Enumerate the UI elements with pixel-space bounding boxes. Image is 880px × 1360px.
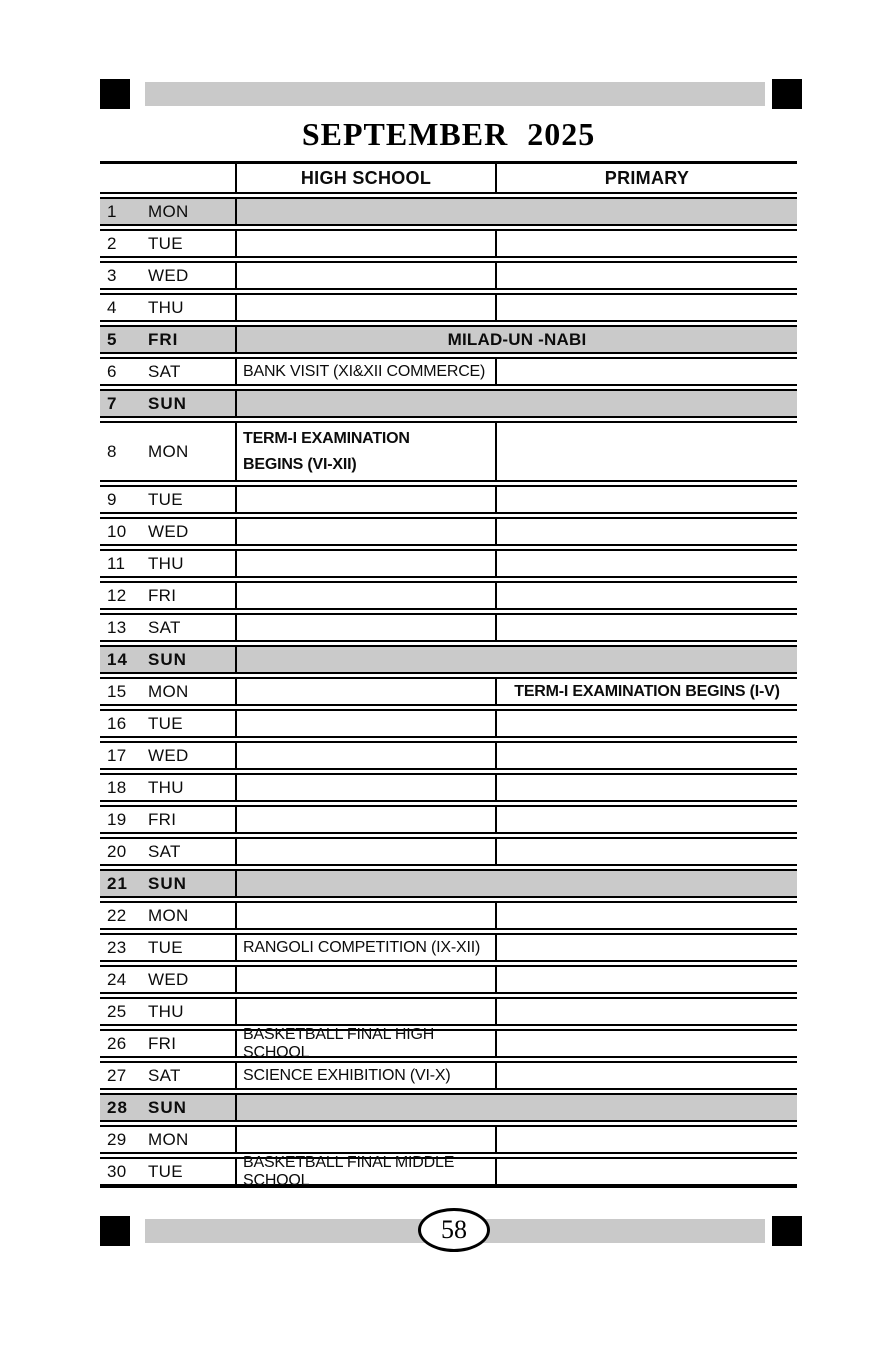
date-number: 28: [107, 1097, 128, 1117]
day-name: TUE: [148, 937, 183, 957]
primary-event-cell: [495, 487, 797, 512]
date-number: 4: [107, 297, 117, 317]
high-school-event-cell: [235, 423, 495, 480]
calendar-rows: [100, 197, 797, 1188]
high-school-event-cell: [235, 615, 495, 640]
primary-event-cell: [495, 775, 797, 800]
day-cell-23: [100, 935, 235, 960]
calendar-row-14: [100, 645, 797, 674]
top-gray-strip: [145, 82, 765, 106]
primary-event-cell: [495, 519, 797, 544]
date-number: 13: [107, 617, 127, 637]
day-cell-4: [100, 295, 235, 320]
day-column-header: [100, 164, 235, 192]
calendar-row-22: [100, 901, 797, 930]
calendar-row-15: [100, 677, 797, 706]
calendar-row-23: [100, 933, 797, 962]
event-text-line: BEGINS (VI-XII): [243, 455, 357, 473]
high-school-event-cell: [235, 487, 495, 512]
page-number: 58: [441, 1215, 467, 1244]
date-number: 30: [107, 1161, 127, 1181]
primary-event-cell: [495, 1127, 797, 1152]
day-cell-26: [100, 1031, 235, 1056]
date-number: 16: [107, 713, 127, 733]
date-number: 26: [107, 1033, 127, 1053]
calendar-row-28: [100, 1093, 797, 1122]
high-school-event-cell: [235, 583, 495, 608]
event-text: BASKETBALL FINAL HIGH SCHOOL: [243, 1025, 435, 1061]
day-name: FRI: [148, 585, 177, 605]
merged-event-cell: [235, 391, 797, 416]
calendar-row-10: [100, 517, 797, 546]
date-number: 2: [107, 233, 117, 253]
calendar-row-4: [100, 293, 797, 322]
primary-event-cell: [495, 263, 797, 288]
calendar-row-12: [100, 581, 797, 610]
date-number: 25: [107, 1001, 127, 1021]
calendar-header-row: [100, 161, 797, 194]
calendar-row-19: [100, 805, 797, 834]
calendar-row-1: [100, 197, 797, 226]
date-number: 18: [107, 777, 127, 797]
day-name: WED: [148, 745, 189, 765]
date-number: 17: [107, 745, 127, 765]
day-name: SAT: [148, 617, 181, 637]
primary-event-cell: [495, 423, 797, 480]
day-name: SUN: [148, 873, 187, 893]
primary-event-cell: [495, 903, 797, 928]
calendar-row-24: [100, 965, 797, 994]
primary-event-cell: [495, 583, 797, 608]
merged-event-cell: MILAD-UN -NABI: [235, 327, 797, 352]
high-school-event-cell: [235, 263, 495, 288]
day-cell-18: [100, 775, 235, 800]
day-name: THU: [148, 1001, 184, 1021]
primary-event-cell: [495, 1063, 797, 1088]
day-name: SUN: [148, 649, 187, 669]
high-school-event-cell: [235, 935, 495, 960]
day-cell-1: [100, 199, 235, 224]
date-number: 11: [107, 553, 126, 573]
day-cell-15: [100, 679, 235, 704]
calendar-row-30: [100, 1153, 797, 1189]
day-name: FRI: [148, 809, 177, 829]
day-name: FRI: [148, 1033, 177, 1053]
day-name: SAT: [148, 841, 181, 861]
merged-event-cell: [235, 1095, 797, 1120]
day-name: SUN: [148, 393, 187, 413]
event-text: BANK VISIT (XI&XII COMMERCE): [243, 362, 486, 380]
primary-event-cell: [495, 743, 797, 768]
calendar-row-9: [100, 485, 797, 514]
date-number: 7: [107, 393, 118, 413]
high-school-event-cell: [235, 679, 495, 704]
date-number: 1: [107, 201, 117, 221]
calendar-row-17: [100, 741, 797, 770]
date-number: 9: [107, 489, 117, 509]
date-number: 29: [107, 1129, 127, 1149]
primary-event-cell: [495, 295, 797, 320]
high-school-event-cell: [235, 359, 495, 384]
bottom-right-corner-square: [772, 1216, 802, 1246]
calendar-row-16: [100, 709, 797, 738]
day-name: TUE: [148, 489, 183, 509]
high-school-event-cell: [235, 1153, 495, 1189]
day-name: MON: [148, 1129, 189, 1149]
high-school-event-cell: [235, 743, 495, 768]
event-text: BASKETBALL FINAL MIDDLE SCHOOL: [243, 1153, 455, 1189]
calendar-row-13: [100, 613, 797, 642]
day-name: FRI: [148, 329, 179, 349]
date-number: 10: [107, 521, 127, 541]
date-number: 15: [107, 681, 127, 701]
date-number: 19: [107, 809, 127, 829]
high-school-event-cell: [235, 1127, 495, 1152]
day-cell-28: [100, 1095, 235, 1120]
date-number: 20: [107, 841, 127, 861]
day-cell-22: [100, 903, 235, 928]
date-number: 14: [107, 649, 128, 669]
high-school-event-cell: [235, 775, 495, 800]
day-name: THU: [148, 777, 184, 797]
day-cell-16: [100, 711, 235, 736]
high-school-event-cell: [235, 551, 495, 576]
day-cell-10: [100, 519, 235, 544]
calendar-row-7: [100, 389, 797, 418]
day-name: THU: [148, 297, 184, 317]
day-cell-9: [100, 487, 235, 512]
day-cell-20: [100, 839, 235, 864]
primary-event-cell: [495, 1031, 797, 1056]
day-cell-29: [100, 1127, 235, 1152]
day-name: SUN: [148, 1097, 187, 1117]
day-name: MON: [148, 201, 189, 221]
day-name: WED: [148, 969, 189, 989]
date-number: 22: [107, 905, 127, 925]
date-number: 12: [107, 585, 127, 605]
primary-event-cell: [495, 839, 797, 864]
calendar-row-3: [100, 261, 797, 290]
day-name: SAT: [148, 361, 181, 381]
day-name: MON: [148, 441, 189, 461]
page-title: SEPTEMBER 2025: [301, 116, 596, 152]
calendar-row-11: [100, 549, 797, 578]
event-text: RANGOLI COMPETITION (IX-XII): [243, 938, 481, 956]
day-cell-27: [100, 1063, 235, 1088]
calendar-row-18: [100, 773, 797, 802]
date-number: 23: [107, 937, 127, 957]
primary-event-cell: [495, 967, 797, 992]
event-text-line: TERM-I EXAMINATION: [243, 429, 410, 447]
merged-event-cell: [235, 199, 797, 224]
day-cell-17: [100, 743, 235, 768]
day-name: TUE: [148, 233, 183, 253]
calendar-row-6: [100, 357, 797, 386]
high-school-event-cell: [235, 903, 495, 928]
date-number: 21: [107, 873, 128, 893]
day-name: MON: [148, 905, 189, 925]
high-school-event-cell: [235, 999, 495, 1024]
high-school-event-cell: [235, 839, 495, 864]
calendar-row-20: [100, 837, 797, 866]
calendar-table: [100, 161, 797, 1188]
date-number: 6: [107, 361, 117, 381]
merged-event-cell: [235, 647, 797, 672]
calendar-row-27: [100, 1061, 797, 1090]
bottom-left-corner-square: [100, 1216, 130, 1246]
high-school-event-cell: [235, 1025, 495, 1061]
primary-event-cell: [495, 615, 797, 640]
day-cell-21: [100, 871, 235, 896]
day-cell-30: [100, 1159, 235, 1184]
top-right-corner-square: [772, 79, 802, 109]
calendar-row-21: [100, 869, 797, 898]
merged-event-cell: [235, 871, 797, 896]
high-school-event-cell: [235, 231, 495, 256]
day-cell-11: [100, 551, 235, 576]
day-cell-8: [100, 423, 235, 480]
day-cell-12: [100, 583, 235, 608]
primary-event-cell: [495, 935, 797, 960]
event-text: SCIENCE EXHIBITION (VI-X): [243, 1066, 451, 1084]
primary-event-cell: [495, 231, 797, 256]
calendar-row-2: [100, 229, 797, 258]
date-number: 27: [107, 1065, 127, 1085]
top-decoration-bar: [100, 79, 802, 109]
day-cell-19: [100, 807, 235, 832]
day-cell-7: [100, 391, 235, 416]
day-cell-5: [100, 327, 235, 352]
day-cell-3: [100, 263, 235, 288]
date-number: 5: [107, 329, 118, 349]
calendar-row-26: [100, 1025, 797, 1061]
high-school-event-cell: [235, 1063, 495, 1088]
day-cell-25: [100, 999, 235, 1024]
day-name: TUE: [148, 713, 183, 733]
primary-event-cell: [495, 1159, 797, 1184]
date-number: 3: [107, 265, 117, 285]
high-school-event-cell: [235, 519, 495, 544]
primary-event-cell: [495, 359, 797, 384]
day-cell-2: [100, 231, 235, 256]
day-cell-24: [100, 967, 235, 992]
primary-event-cell: [495, 999, 797, 1024]
top-left-corner-square: [100, 79, 130, 109]
date-number: 24: [107, 969, 127, 989]
primary-event-cell: [495, 679, 797, 704]
primary-event-cell: [495, 551, 797, 576]
page-number-badge: [418, 1208, 490, 1252]
day-name: THU: [148, 553, 184, 573]
high-school-column-header: HIGH SCHOOL: [235, 164, 495, 192]
day-name: SAT: [148, 1065, 181, 1085]
day-cell-14: [100, 647, 235, 672]
high-school-event-cell: [235, 295, 495, 320]
calendar-row-5: [100, 325, 797, 354]
day-name: WED: [148, 265, 189, 285]
day-name: MON: [148, 681, 189, 701]
day-cell-13: [100, 615, 235, 640]
date-number: 8: [107, 441, 117, 461]
high-school-event-cell: [235, 711, 495, 736]
high-school-event-cell: [235, 807, 495, 832]
calendar-row-29: [100, 1125, 797, 1154]
primary-event-cell: [495, 807, 797, 832]
day-name: TUE: [148, 1161, 183, 1181]
calendar-row-25: [100, 997, 797, 1026]
event-text: TERM-I EXAMINATION BEGINS (I-V): [514, 682, 780, 700]
high-school-event-cell: [235, 967, 495, 992]
primary-column-header: PRIMARY: [495, 164, 797, 192]
day-name: WED: [148, 521, 189, 541]
day-cell-6: [100, 359, 235, 384]
calendar-row-8: [100, 421, 797, 482]
primary-event-cell: [495, 711, 797, 736]
